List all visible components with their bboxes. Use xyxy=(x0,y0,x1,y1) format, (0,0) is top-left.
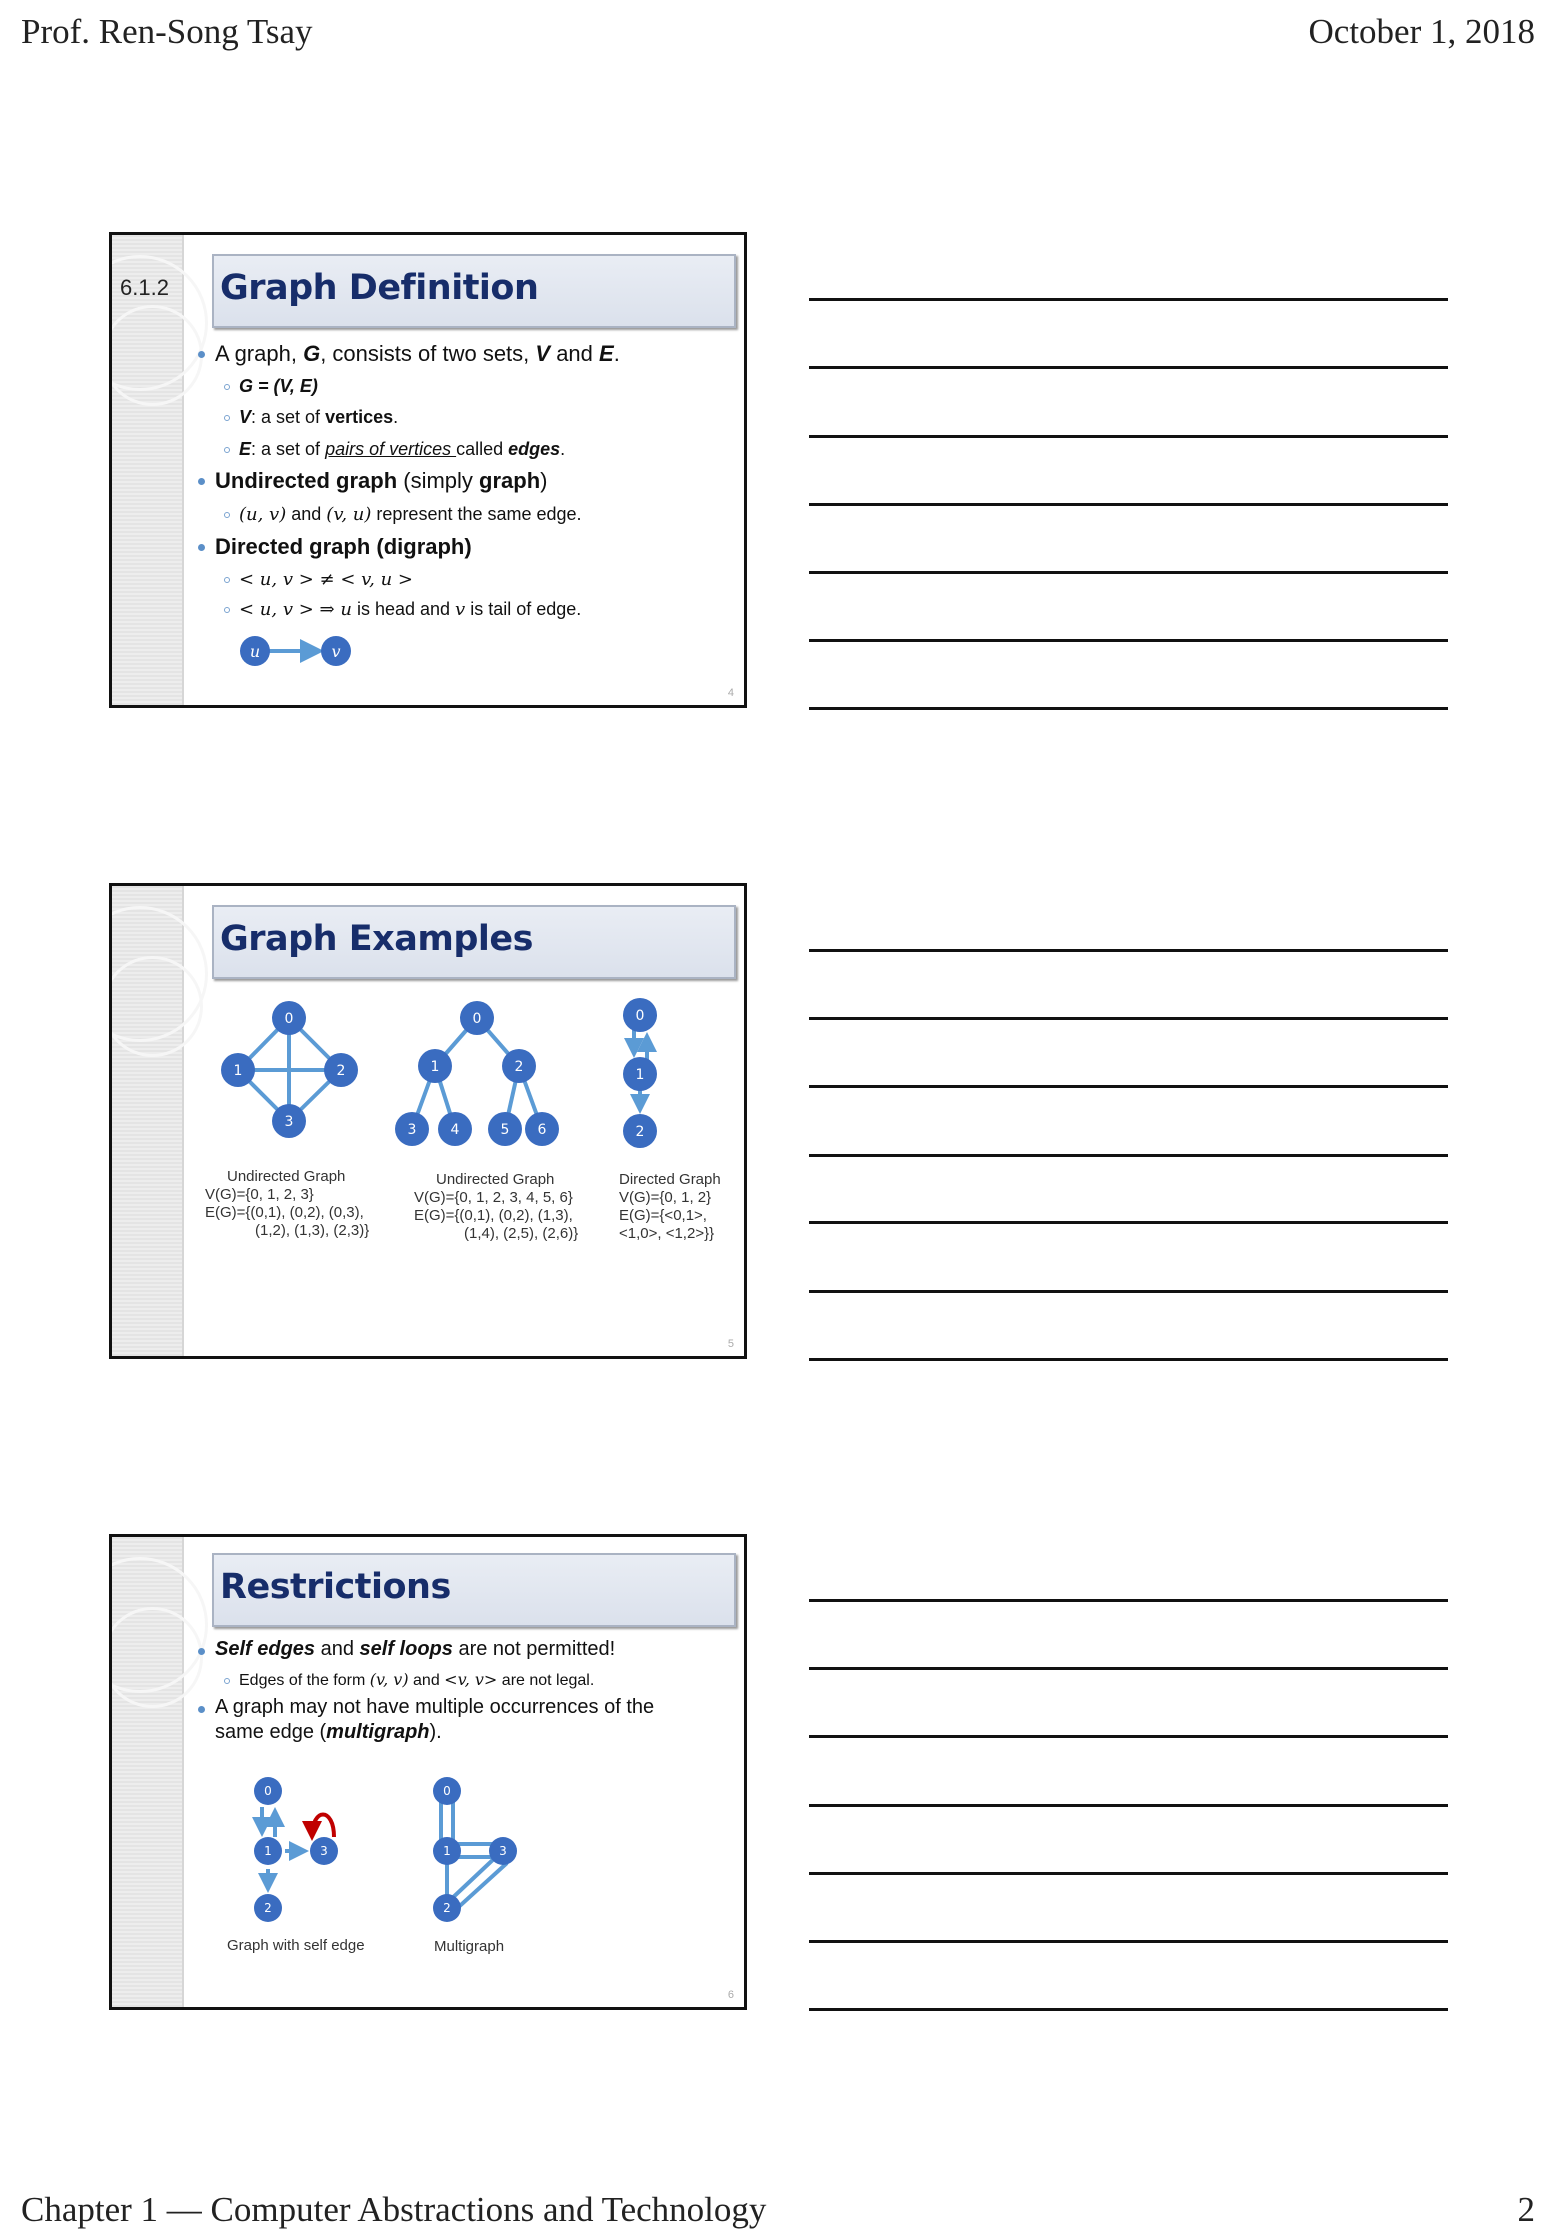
vertex-set: V(G)={0, 1, 2, 3} xyxy=(205,1186,314,1203)
text: E xyxy=(239,439,252,459)
node-label: 6 xyxy=(537,1122,547,1138)
text: vertices xyxy=(325,407,394,427)
edge-set: E(G)={(0,1), (0,2), (1,3), xyxy=(414,1207,573,1224)
node-label: 2 xyxy=(514,1059,524,1075)
slide-graph-definition xyxy=(109,232,747,708)
graph-1-caption xyxy=(205,1168,369,1240)
note-line xyxy=(809,1667,1448,1670)
note-line xyxy=(809,2008,1448,2011)
text: multigraph xyxy=(326,1721,430,1743)
note-line xyxy=(809,1804,1448,1807)
text: (simply xyxy=(397,468,480,493)
restriction-diagrams xyxy=(112,1537,744,2007)
chapter-footer: Chapter 1 — Computer Abstractions and Technology xyxy=(21,2190,767,2229)
directed-edge-diagram xyxy=(112,235,744,705)
text: Edges of the form xyxy=(239,1672,370,1689)
slide-graph-examples xyxy=(109,883,747,1359)
vertex-set: V(G)={0, 1, 2, 3, 4, 5, 6} xyxy=(414,1189,573,1206)
text: . xyxy=(560,439,566,459)
note-line xyxy=(809,1735,1448,1738)
node-label: 5 xyxy=(500,1122,510,1138)
caption-title: Undirected Graph xyxy=(227,1168,346,1185)
node-label: 3 xyxy=(320,1844,328,1858)
author-header: Prof. Ren-Song Tsay xyxy=(21,12,313,51)
text: E xyxy=(599,341,614,366)
text: ) xyxy=(540,468,548,493)
text: ). xyxy=(429,1721,442,1743)
node-label: 2 xyxy=(264,1901,272,1915)
note-line xyxy=(809,1154,1448,1157)
note-line xyxy=(809,1017,1448,1020)
edge-set-cont: <1,0>, <1,2>}} xyxy=(619,1225,715,1242)
note-line xyxy=(809,435,1448,438)
node-label: 0 xyxy=(264,1784,272,1798)
note-line xyxy=(809,639,1448,642)
node-label: 3 xyxy=(499,1844,507,1858)
node-label: 4 xyxy=(450,1122,460,1138)
note-line xyxy=(809,949,1448,952)
note-line xyxy=(809,571,1448,574)
text: and xyxy=(315,1638,360,1660)
node-label: 0 xyxy=(284,1011,294,1027)
text: (digraph) xyxy=(370,534,472,559)
text: is tail of edge. xyxy=(465,599,582,619)
text: same edge ( xyxy=(215,1721,327,1743)
text: G xyxy=(303,341,321,366)
slide-title: Restrictions xyxy=(220,1567,451,1607)
edge-set-cont: (1,4), (2,5), (2,6)} xyxy=(464,1225,579,1242)
text: V xyxy=(239,407,252,427)
self-edge-caption: Graph with self edge xyxy=(227,1937,365,1954)
note-line xyxy=(809,1085,1448,1088)
node-label: 1 xyxy=(430,1059,440,1075)
text: graph xyxy=(479,468,541,493)
self-loop xyxy=(312,1815,334,1838)
node-label: 2 xyxy=(336,1063,346,1079)
text: G = (V, E) xyxy=(239,376,318,396)
text: V xyxy=(535,341,551,366)
text: . xyxy=(393,407,399,427)
note-line xyxy=(809,1599,1448,1602)
text: called xyxy=(456,439,509,459)
node-label: 3 xyxy=(284,1114,294,1130)
node-label: 0 xyxy=(472,1011,482,1027)
slide-number: 6 xyxy=(727,1989,734,2001)
text: Directed graph xyxy=(215,534,371,559)
slide-title: Graph Examples xyxy=(220,919,533,959)
slide-title: Graph Definition xyxy=(220,268,539,308)
date-header: October 1, 2018 xyxy=(1308,12,1535,51)
node-label: v xyxy=(331,642,341,661)
text: A graph, xyxy=(215,341,304,366)
text: Self edges xyxy=(215,1638,316,1660)
edge-set-cont: (1,2), (1,3), (2,3)} xyxy=(255,1222,370,1239)
node-label: 0 xyxy=(635,1008,645,1024)
text: , consists of two sets, xyxy=(320,341,536,366)
text: < u, v > ⇒ u xyxy=(239,599,352,620)
text: and xyxy=(286,504,327,524)
text: A graph may not have multiple occurrences of the xyxy=(215,1696,655,1718)
text: pairs of vertices xyxy=(325,439,457,459)
note-line xyxy=(809,366,1448,369)
slide-restrictions xyxy=(109,1534,747,2010)
edge-set: E(G)={<0,1>, xyxy=(619,1207,707,1224)
graph-2-caption xyxy=(414,1171,578,1243)
text: self loops xyxy=(359,1638,453,1660)
node-label: u xyxy=(249,642,261,661)
text: are not permitted! xyxy=(452,1638,616,1660)
text: are not legal. xyxy=(497,1672,595,1689)
note-line xyxy=(809,707,1448,710)
text: and xyxy=(550,341,600,366)
note-line xyxy=(809,1358,1448,1361)
text: . xyxy=(613,341,620,366)
caption-title: Directed Graph xyxy=(619,1171,721,1188)
note-line xyxy=(809,503,1448,506)
node-label: 1 xyxy=(443,1844,451,1858)
text: (v, v) xyxy=(369,1670,409,1689)
vertex-set: V(G)={0, 1, 2} xyxy=(619,1189,712,1206)
note-line xyxy=(809,298,1448,301)
page-number: 2 xyxy=(1517,2190,1535,2229)
node-label: 3 xyxy=(407,1122,417,1138)
node-label: 1 xyxy=(233,1063,243,1079)
text: v xyxy=(455,599,466,620)
note-line xyxy=(809,1940,1448,1943)
node-label: 1 xyxy=(635,1067,645,1083)
node-label: 2 xyxy=(443,1901,451,1915)
text: < u, v > ≠ < v, u > xyxy=(239,569,414,590)
edge-set: E(G)={(0,1), (0,2), (0,3), xyxy=(205,1204,364,1221)
text: and xyxy=(408,1672,445,1689)
text: (v, u) xyxy=(326,504,372,525)
text: : a set of xyxy=(251,407,326,427)
graph-3-caption xyxy=(619,1171,721,1243)
note-line xyxy=(809,1221,1448,1224)
slide-number: 5 xyxy=(727,1338,734,1350)
graph-examples-diagram xyxy=(112,886,744,1356)
caption-title: Undirected Graph xyxy=(436,1171,555,1188)
text: (u, v) xyxy=(239,504,287,525)
text: <v, v> xyxy=(444,1670,498,1689)
note-line xyxy=(809,1290,1448,1293)
text: is head and xyxy=(351,599,456,619)
text: represent the same edge. xyxy=(371,504,582,524)
text: : a set of xyxy=(251,439,326,459)
text: edges xyxy=(508,439,561,459)
slide-number: 4 xyxy=(727,687,734,699)
note-line xyxy=(809,1872,1448,1875)
node-label: 2 xyxy=(635,1124,645,1140)
multigraph-caption: Multigraph xyxy=(434,1938,505,1955)
text: Undirected graph xyxy=(215,468,398,493)
node-label: 0 xyxy=(443,1784,451,1798)
section-number: 6.1.2 xyxy=(120,275,169,300)
node-label: 1 xyxy=(264,1844,272,1858)
